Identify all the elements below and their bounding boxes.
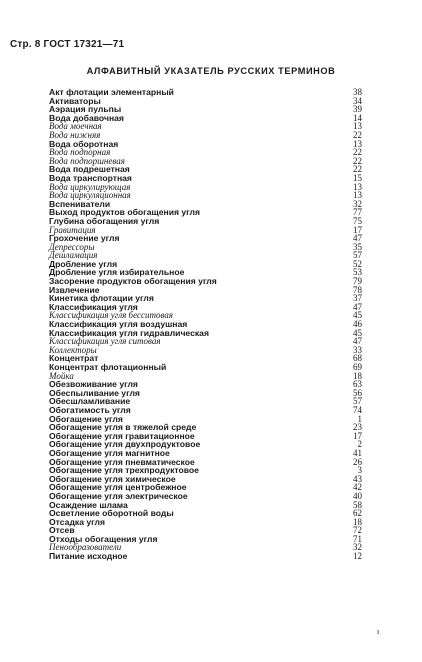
- index-page-number: 75: [353, 215, 362, 226]
- index-term: Обогащение угля электрическое: [49, 490, 188, 501]
- index-page-number: 35: [353, 241, 362, 252]
- index-term: Классификация угля гидравлическая: [49, 327, 209, 338]
- index-term: Классификация угля: [49, 301, 138, 312]
- index-term: Обогащение угля в тяжелой среде: [49, 422, 197, 433]
- index-page-number: 74: [353, 404, 362, 415]
- index-term: Дробление угля избирательное: [49, 267, 185, 278]
- index-page-number: 1: [357, 413, 362, 424]
- index-term: Обогащение угля химическое: [49, 473, 176, 484]
- index-term: Аэрация пульпы: [49, 104, 122, 115]
- index-page-number: 22: [353, 155, 362, 166]
- index-page-number: 22: [353, 129, 362, 140]
- index-page-number: 15: [353, 172, 362, 183]
- index-term: Обесшламливание: [49, 396, 131, 407]
- index-term: Засорение продуктов обогащения угля: [49, 276, 217, 287]
- index-page-number: 62: [353, 508, 362, 519]
- index-term: Извлечение: [49, 284, 100, 295]
- index-term: Дешламация: [49, 250, 98, 261]
- index-page-number: 42: [353, 482, 362, 493]
- index-term: Концентрат флотационный: [49, 362, 167, 372]
- index-term: Вода моечная: [49, 121, 102, 132]
- index-term: Кинетика флотации угля: [49, 293, 154, 304]
- index-term: Вода подрешетная: [49, 164, 130, 175]
- index-page-number: 45: [353, 310, 362, 321]
- index-page-number: 41: [353, 447, 362, 458]
- index-term: Концентрат: [49, 353, 99, 364]
- index-page-number: 45: [353, 327, 362, 338]
- index-page-number: 18: [353, 370, 362, 381]
- index-page-number: 57: [353, 396, 362, 407]
- page-mark: ı: [377, 627, 380, 636]
- index-page-number: 34: [353, 95, 362, 106]
- index-term: Вода циркуляционная: [49, 190, 131, 201]
- index-page-number: 13: [353, 190, 362, 201]
- index-term: Осветление оборотной воды: [49, 508, 174, 519]
- index-entry: [49, 234, 362, 243]
- index-term: Глубина обогащения угля: [49, 215, 160, 226]
- index-page-number: 47: [353, 301, 362, 312]
- index-page-number: 38: [353, 87, 362, 97]
- index-page-number: 13: [353, 181, 362, 192]
- index-page-number: 3: [357, 465, 362, 476]
- index-term: Классификация угля воздушная: [49, 319, 188, 330]
- index-term: Отходы обогащения угля: [49, 533, 158, 544]
- index-term: Обогащение угля двухпродуктовое: [49, 439, 201, 450]
- index-page-number: 13: [353, 121, 362, 132]
- index-entry: [49, 363, 362, 372]
- index-term: Питание исходное: [49, 551, 128, 562]
- index-page-number: 52: [353, 258, 362, 269]
- index-term: Вода циркулирующая: [49, 181, 131, 192]
- index-title: АЛФАВИТНЫЙ УКАЗАТЕЛЬ РУССКИХ ТЕРМИНОВ: [86, 66, 336, 76]
- index-term: Вспениватели: [49, 198, 111, 209]
- index-page-number: 14: [353, 112, 362, 123]
- index-page-number: 2: [357, 439, 362, 450]
- index-term: Вода транспортная: [49, 172, 132, 183]
- index-page-number: 53: [353, 267, 362, 278]
- index-page-number: 23: [353, 422, 362, 433]
- index-page-number: 46: [353, 319, 362, 330]
- index-term: Выход продуктов обогащения угля: [49, 207, 201, 218]
- index-page-number: 63: [353, 379, 362, 390]
- index-page-number: 43: [353, 473, 362, 484]
- index-term: Классификация угля ситовая: [49, 336, 161, 347]
- index-page-number: 78: [353, 284, 362, 295]
- index-page-number: 37: [353, 293, 362, 304]
- index-entry: [49, 552, 362, 561]
- index-entry: [49, 518, 362, 527]
- index-page-number: 79: [353, 276, 362, 287]
- index-page-number: 39: [353, 104, 362, 115]
- index-page-number: 32: [353, 198, 362, 209]
- index-page-number: 72: [353, 525, 362, 536]
- index-term: Грохочение угля: [49, 233, 120, 244]
- index-term: Обогатимость угля: [49, 404, 131, 415]
- index-term: Обогащение угля трехпродуктовое: [49, 465, 199, 476]
- index-term: Пенообразователи: [49, 542, 122, 553]
- index-page-number: 26: [353, 456, 362, 467]
- index-term: Обогащение угля гравитационное: [49, 430, 195, 441]
- index-page-number: 47: [353, 233, 362, 244]
- index-term: Вода оборотная: [49, 138, 119, 149]
- index-term: Активаторы: [49, 95, 101, 106]
- index-page-number: 57: [353, 250, 362, 261]
- page-header: Стр. 8 ГОСТ 17321—71: [10, 39, 125, 50]
- index-term: Отсев: [49, 525, 75, 536]
- index-page-number: 12: [353, 551, 362, 562]
- index-term: Обогащение угля пневматическое: [49, 456, 195, 467]
- index-page-number: 40: [353, 490, 362, 501]
- index-term: Гравитация: [49, 224, 96, 235]
- index-term: Осаждение шлама: [49, 499, 128, 510]
- index-page-number: 32: [353, 542, 362, 553]
- index-term: Дробление угля: [49, 258, 118, 269]
- index-page-number: 68: [353, 353, 362, 364]
- index-term: Обогащение угля центробежное: [49, 482, 187, 493]
- index-page-number: 33: [353, 344, 362, 355]
- index-page-number: 17: [353, 430, 362, 441]
- index-term: Мойка: [49, 370, 74, 381]
- index-page-number: 22: [353, 147, 362, 158]
- index-page-number: 18: [353, 516, 362, 527]
- index-term: Вода подпорная: [49, 147, 111, 158]
- index-page-number: 69: [353, 362, 362, 372]
- index-page-number: 56: [353, 387, 362, 398]
- index-page-number: 17: [353, 224, 362, 235]
- index-page-number: 22: [353, 164, 362, 175]
- index-term: Обогащение угля магнитное: [49, 447, 170, 458]
- index-page-number: 13: [353, 138, 362, 149]
- index-term: Вода подпоршневая: [49, 155, 125, 166]
- index-page-number: 47: [353, 336, 362, 347]
- index-term: Классификация угля бесситовая: [49, 310, 173, 321]
- index-term: Вода добавочная: [49, 112, 124, 123]
- index-term: Депрессоры: [49, 241, 95, 252]
- index-term: Акт флотации элементарный: [49, 87, 174, 97]
- index-term: Обогащение угля: [49, 413, 123, 424]
- index-page-number: 58: [353, 499, 362, 510]
- index-term: Отсадка угля: [49, 516, 105, 527]
- index-term: Коллекторы: [49, 344, 97, 355]
- index-page-number: 71: [353, 533, 362, 544]
- index-term: Обеспыливание угля: [49, 387, 140, 398]
- index-term: Вода нижняя: [49, 129, 101, 140]
- index-term: Обезвоживание угля: [49, 379, 138, 390]
- index-page-number: 77: [353, 207, 362, 218]
- term-index-list: [49, 88, 362, 561]
